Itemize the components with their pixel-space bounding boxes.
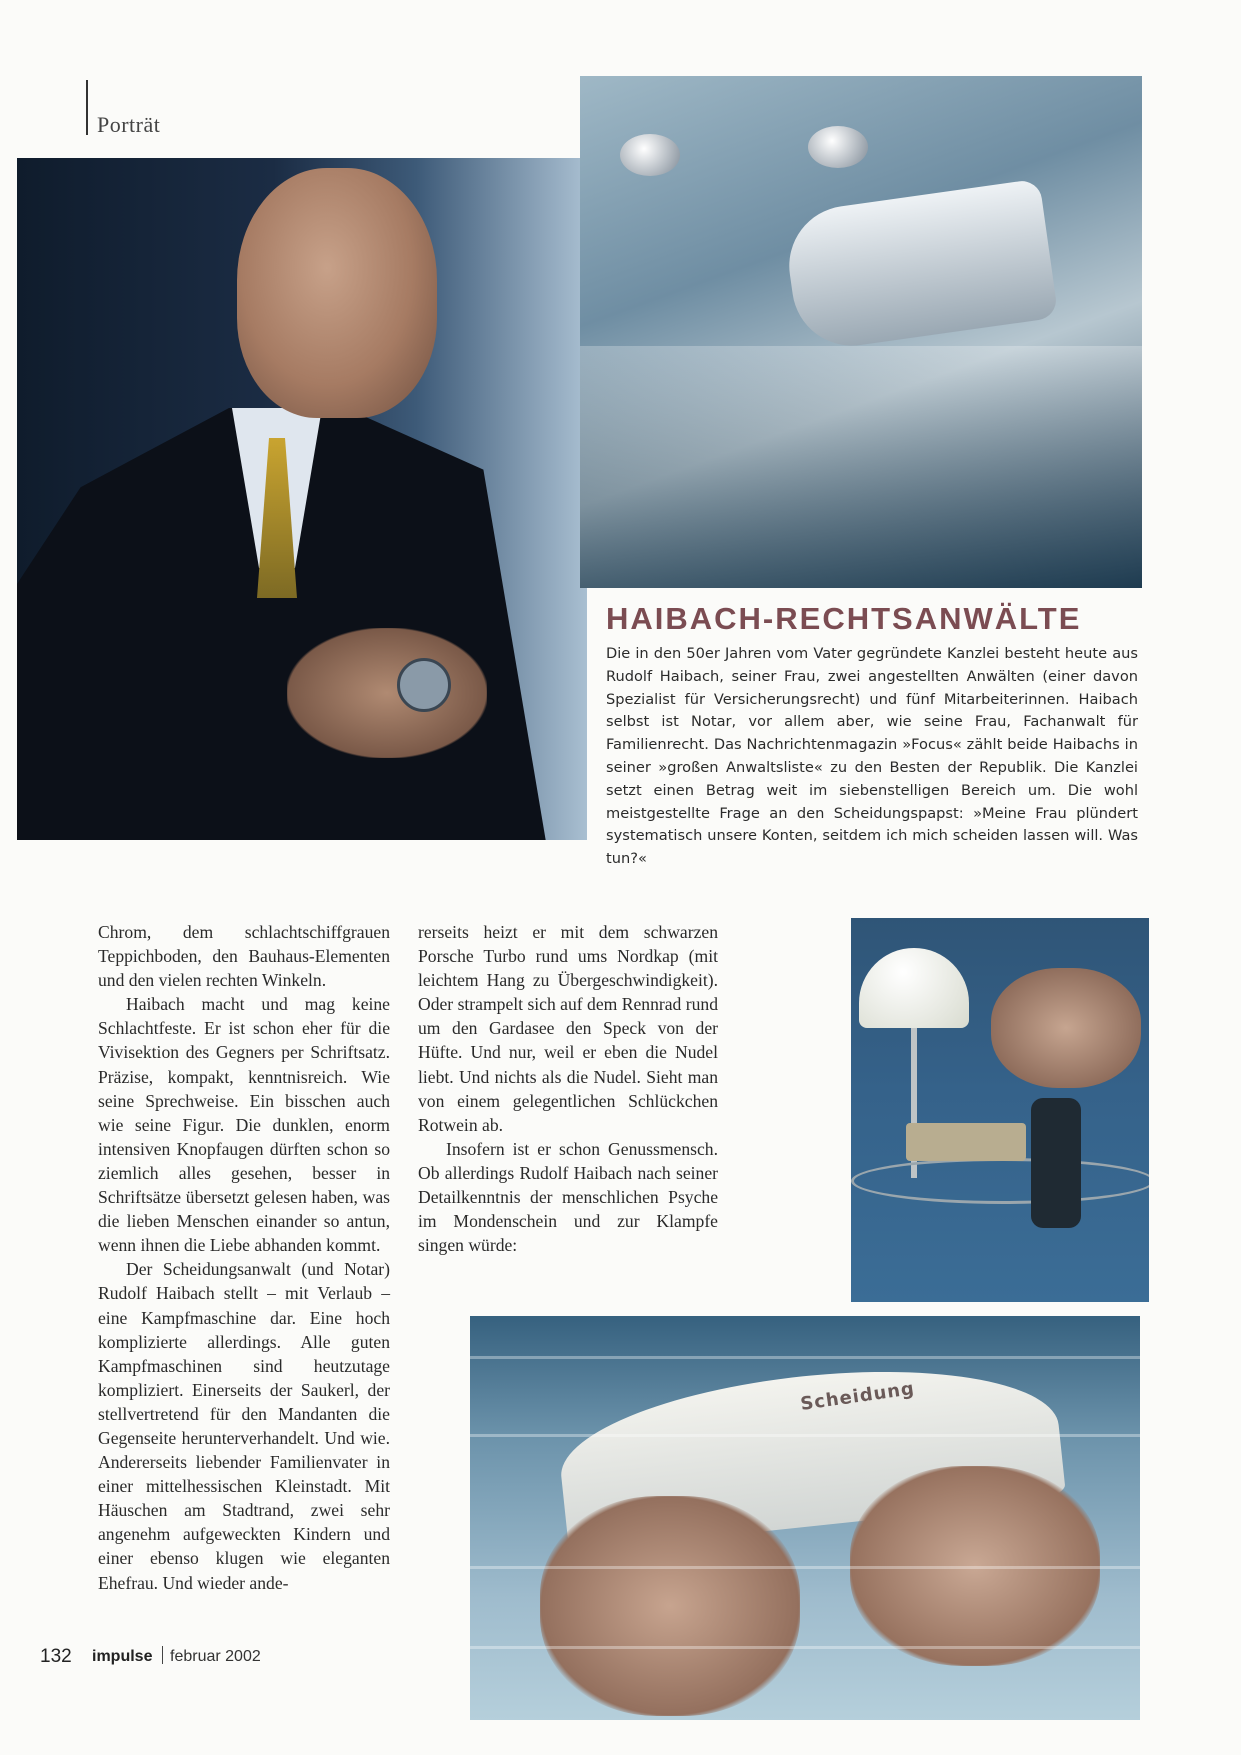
glass-table: [580, 346, 1142, 588]
article-paragraph: Der Scheidungsanwalt (und Notar) Rudolf Haibach stellt – mit Verlaub – eine Kampfmaschine dar. Eine hoch komplizierte allerdings. Alle guten Kampfmaschinen sind heutzutage kompliziert. Einerseits der Saukerl, der stellvertretend für den Mandanten die Gegenseite herunterverhandelt. Und wie. Andererseits liebender Familienvater in einer mittelhessischen Kleinstadt. Mit Häuschen am Stadtrand, zwei sehr angenehm aufgeweckten Kindern und einer ebenso klugen wie eleganten Ehefrau. Und wieder ande-: [98, 1259, 390, 1593]
magazine-brand: impulse: [92, 1648, 153, 1665]
stamp: [1031, 1098, 1081, 1228]
issue-date: februar 2002: [170, 1648, 261, 1665]
infobox-title: HAIBACH-RECHTSANWÄLTE: [606, 601, 1082, 636]
scan-streak: [470, 1434, 1140, 1437]
stapler-knob: [620, 134, 680, 176]
hand: [540, 1496, 800, 1716]
portrait-head: [237, 168, 437, 418]
article-column-middle: [418, 920, 718, 1257]
page-number: 132: [40, 1646, 72, 1667]
footer-separator: [162, 1646, 163, 1664]
stapler-knob: [808, 126, 868, 168]
stapler-body: [782, 179, 1059, 354]
book-cover-text: Scheidung: [799, 1378, 917, 1415]
scan-streak: [470, 1356, 1140, 1359]
article-paragraph: rerseits heizt er mit dem schwarzen Porsche Turbo rund ums Nordkap (mit leichtem Hang zu Übergeschwindigkeit). Oder strampelt sich auf dem Rennrad rund um den Gardasee den Speck von der Hüfte. Und nur, weil er eben die Nudel liebt. Und nichts als die Nudel. Sieht man von einem gelegentlichen Schlückchen Rotwein ab.: [418, 922, 718, 1135]
desk-tray: [906, 1123, 1026, 1161]
scan-streak: [470, 1566, 1140, 1569]
infobox-text: Die in den 50er Jahren vom Vater gegründete Kanzlei besteht heute aus Rudolf Haibach, seiner Frau, zwei angestellten Anwälten (einer davon Spezialist für Versicherungsrecht) und fünf Mitarbeiterinnen. Haibach selbst ist Notar, vor allem aber, wie seine Frau, Fachanwalt für Familienrecht. Das Nachrichtenmagazin »Focus« zählt beide Haibachs in seiner »großen Anwaltsliste« zu den Besten der Republik. Die Kanzlei setzt einen Betrag weit im siebenstelligen Bereich um. Die wohl meistgestellte Frage an den Scheidungspapst: »Meine Frau plündert systematisch unsere Konten, seitdem ich mich scheiden lassen will. Was tun?«: [606, 645, 1138, 868]
glass-table: [851, 1158, 1149, 1204]
section-rule: [86, 80, 88, 135]
scan-streak: [470, 1646, 1140, 1649]
portrait-watch: [397, 658, 451, 712]
article-paragraph: Haibach macht und mag keine Schlachtfeste. Er ist schon eher für die Vivisektion des Gegners per Schriftsatz. Präzise, kompakt, kenntnisreich. Wie seine Sprechweise. Ein bisschen auch wie seine Figur. Die dunklen, enorm intensiven Knopfaugen dürften schon so ziemlich alles gesehen, besser in Schriftsätze übersetzt gelesen haben, was die lieben Menschen einander so antun, wenn ihnen die Liebe abhanden kommt.: [98, 994, 390, 1256]
portrait-hands: [287, 628, 487, 758]
stapler-photo: [580, 76, 1142, 588]
lamp-shade: [859, 948, 969, 1028]
portrait-photo: [17, 158, 587, 840]
article-paragraph: Insofern ist er schon Genussmensch. Ob allerdings Rudolf Haibach nach seiner Detailkenntnis der menschlichen Psyche im Mondenschein und zur Klampfe singen würde:: [418, 1138, 718, 1256]
lamp-photo: [851, 918, 1149, 1302]
article-paragraph: Chrom, dem schlachtschiffgrauen Teppichboden, den Bauhaus-Elementen und den vielen rechten Winkeln.: [98, 922, 390, 991]
article-column-left: [98, 920, 390, 1595]
book-photo: [470, 1316, 1140, 1720]
hand: [991, 968, 1141, 1088]
section-label: Porträt: [97, 112, 161, 137]
